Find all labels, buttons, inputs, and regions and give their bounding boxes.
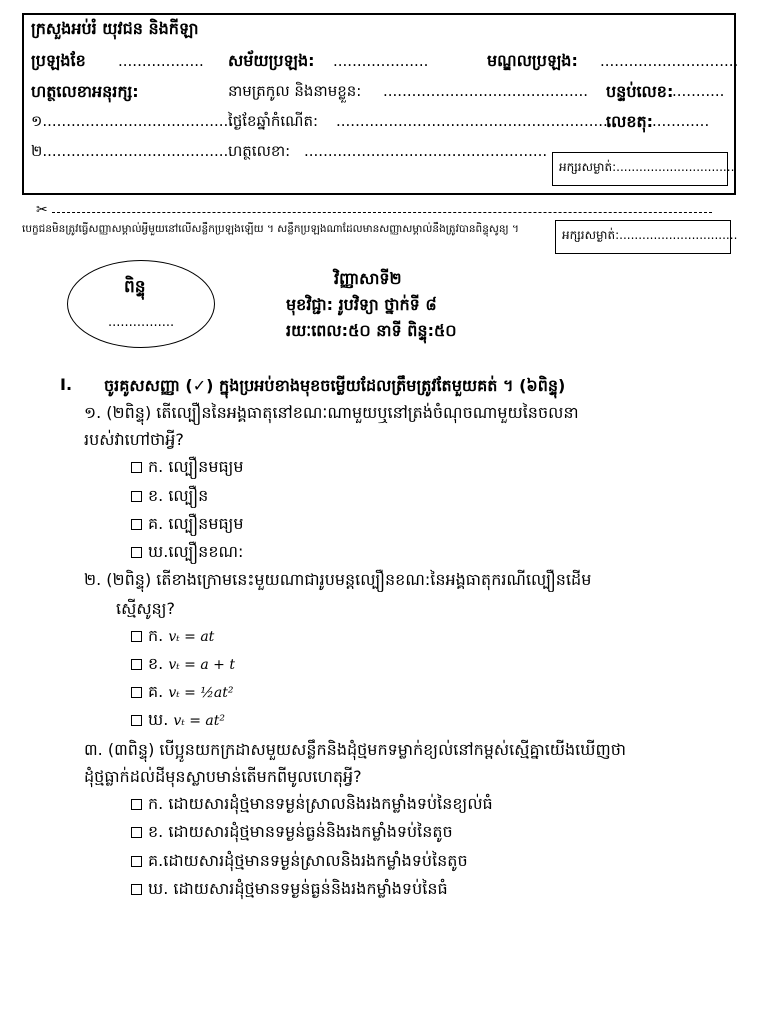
- question-1-text-cont: របស់វាហៅថាអ្វី?: [84, 430, 184, 449]
- checkbox[interactable]: [131, 827, 142, 838]
- question-3-text-cont: ដុំថ្មធ្លាក់ដល់ដីមុនស្លាបមាន់តើមកពីមូលហេតុអ្វី?: [84, 767, 362, 786]
- checkbox[interactable]: [131, 687, 142, 698]
- checkbox[interactable]: [131, 799, 142, 810]
- signature-field[interactable]: ...................................................: [304, 142, 548, 160]
- secret-code-box-top: អក្សរសម្ងាត់:...............................: [552, 152, 728, 186]
- score-oval: [67, 260, 215, 348]
- section-instruction: ចូរគូសសញ្ញា (✓) ក្នុងប្រអប់ខាងមុខចម្លើយដែលត្រឹមត្រូវតែមួយគត់ ។ (៦ពិន្ទុ): [104, 376, 566, 395]
- q2-option-d[interactable]: ឃ. vₜ = at²: [131, 709, 225, 733]
- scissors-icon: ✂: [36, 202, 48, 218]
- checkbox[interactable]: [131, 715, 142, 726]
- seat-number-label: លេខតុ:: [606, 112, 654, 131]
- q3-option-d[interactable]: ឃ. ដោយសារដុំថ្មមានទម្ងន់ធ្ងន់និងរងកម្លាំងទប់នៃធំ: [131, 878, 448, 902]
- question-2-text: ២. (២ពិន្ទុ) តើខាងក្រោមនេះមួយណាជារូបមន្តល្បឿនខណ:នៃអង្គធាតុករណីល្បឿនដើម: [84, 570, 592, 589]
- question-1-text: ១. (២ពិន្ទុ) តើល្បឿននៃអង្គធាតុនៅខណៈណាមួយឬនៅត្រង់ចំណុចណាមួយនៃចលនា: [84, 403, 579, 422]
- q1-option-d[interactable]: ឃ.ល្បឿនខណ:: [131, 541, 243, 565]
- room-number-field[interactable]: ...........: [672, 82, 725, 100]
- supervisor-1-field[interactable]: ១........................................ .: [31, 112, 243, 130]
- ministry-name: ក្រសួងអប់រំ យុវជន និងកីឡា: [31, 19, 199, 38]
- supervisor-signature-label: ហត្ថលេខាអនុរក្ស:: [31, 82, 139, 101]
- q1-option-c[interactable]: គ. ល្បឿនមធ្យម: [131, 513, 244, 537]
- signature-label: ហត្ថលេខា:: [228, 142, 291, 160]
- formula: vₜ = ½at²: [168, 685, 234, 701]
- exam-duration: រយៈពេល:៥០ នាទី ពិន្ទុ:៥០: [286, 321, 457, 340]
- formula: vₜ = at²: [173, 713, 225, 729]
- date-of-birth-field[interactable]: .........................................................: [336, 112, 608, 130]
- cut-line: [36, 202, 712, 218]
- exam-center-field[interactable]: ....................: [333, 52, 429, 70]
- q1-option-b[interactable]: ខ. ល្បឿន: [131, 485, 208, 509]
- exam-number: វិញ្ញាសាទី២: [334, 269, 402, 288]
- candidate-warning-note: បេក្ខជនមិនត្រូវធ្វើសញ្ញាសម្គាល់អ្វីមួយនៅលើសន្លឹកប្រឡងឡើយ ។ សន្លឹកប្រឡងណាដែលមានសញ្ញាសម្គាល់នឹងត្រូវបានពិន្ទុសូន្យ ។: [22, 223, 519, 235]
- supervisor-2-field[interactable]: ២........................................ .: [31, 142, 243, 160]
- q2-option-b[interactable]: ខ. vₜ = a + t: [131, 653, 235, 677]
- checkbox[interactable]: [131, 884, 142, 895]
- checkbox[interactable]: [131, 462, 142, 473]
- q3-option-c[interactable]: គ.ដោយសារដុំថ្មមានទម្ងន់ស្រាលនិងរងកម្លាំងទប់នៃតូច: [131, 850, 468, 874]
- formula: vₜ = a + t: [168, 657, 235, 673]
- checkbox[interactable]: [131, 631, 142, 642]
- checkbox[interactable]: [131, 491, 142, 502]
- question-2-text-cont: ស្មើសូន្យ?: [116, 599, 175, 618]
- formula: vₜ = at: [168, 629, 215, 645]
- candidate-name-field[interactable]: ...........................................: [383, 82, 589, 100]
- secret-code-box-bottom: អក្សរសម្ងាត់:...............................: [555, 220, 731, 254]
- exam-subject: មុខវិជ្ជា: រូបវិទ្យា ថ្នាក់ទី ៨: [286, 295, 437, 314]
- checkbox[interactable]: [131, 519, 142, 530]
- score-field[interactable]: ................: [108, 315, 175, 330]
- exam-room-label: មណ្ឌលប្រឡង:: [487, 51, 578, 70]
- section-numeral: I.: [60, 375, 73, 394]
- checkbox[interactable]: [131, 547, 142, 558]
- exam-room-field[interactable]: .............................: [600, 52, 739, 70]
- seat-number-field[interactable]: ............: [652, 112, 710, 130]
- exam-session-field[interactable]: ..................: [118, 52, 204, 70]
- q1-option-a[interactable]: ក. ល្បឿនមធ្យម: [131, 456, 244, 480]
- q2-option-a[interactable]: ក. vₜ = at: [131, 625, 214, 649]
- exam-session-label: ប្រឡងខែ: [31, 51, 86, 70]
- date-of-birth-label: ថ្ងៃខែឆ្នាំកំណើត:: [228, 112, 319, 130]
- q2-option-c[interactable]: គ. vₜ = ½at²: [131, 681, 234, 705]
- room-number-label: បន្ទប់លេខ:: [606, 82, 674, 101]
- dashed-divider: [52, 212, 712, 213]
- candidate-name-label: នាមត្រកូល និងនាមខ្លួន:: [228, 82, 362, 100]
- score-label: ពិន្ទុ: [124, 277, 146, 297]
- checkbox[interactable]: [131, 856, 142, 867]
- q3-option-a[interactable]: ក. ដោយសារដុំថ្មមានទម្ងន់ស្រាលនិងរងកម្លាំងទប់នៃខ្យល់ធំ: [131, 793, 493, 817]
- checkbox[interactable]: [131, 659, 142, 670]
- q3-option-b[interactable]: ខ. ដោយសារដុំថ្មមានទម្ងន់ធ្ងន់និងរងកម្លាំងទប់នៃតូច: [131, 821, 453, 845]
- question-3-text: ៣. (៣ពិន្ទុ) បើប្អូនយកក្រដាសមួយសន្លឹកនិងដុំថ្មមកទម្លាក់ខ្យល់នៅកម្ពស់ស្មើគ្នាយើងឃើញថា: [84, 740, 626, 759]
- exam-center-label: សម័យប្រឡង:: [228, 51, 315, 70]
